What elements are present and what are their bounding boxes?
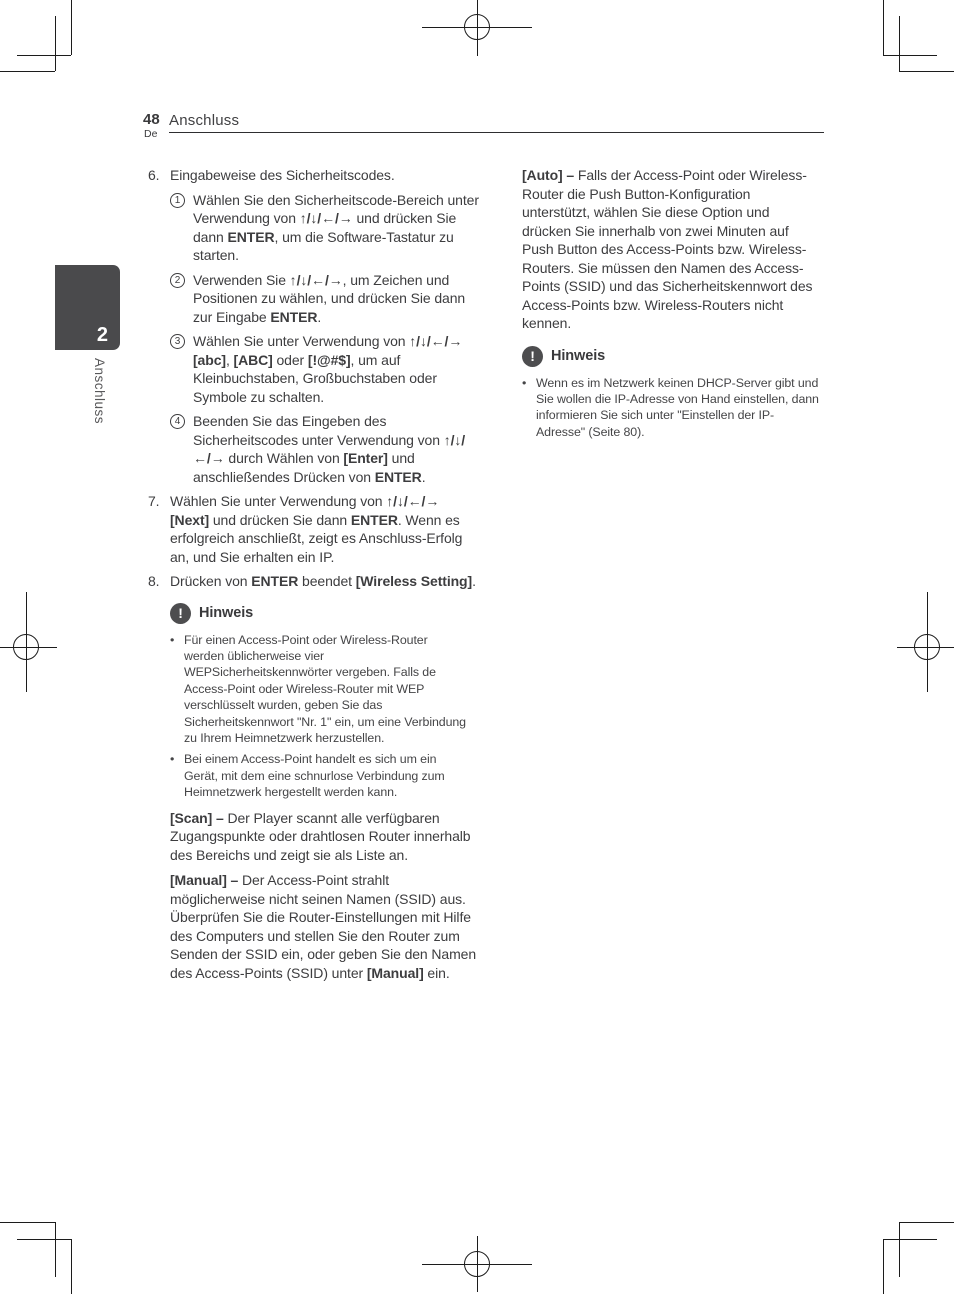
note-header [170,603,480,624]
circled-number-icon: 3 [170,334,185,349]
circled-number-icon: 1 [170,193,185,208]
bullet-text: Wenn es im Netzwerk keinen DHCP-Server gibt und Sie wollen die IP-Adresse von Hand einstellen, dann informieren Sie sich unter "Einstellen der IP-Adresse" (Seite 80). [536,375,819,439]
step-text: Eingabeweise des Sicherheitscodes. [170,167,395,183]
page-number: 48 [143,111,160,128]
substep-text: Verwenden Sie ↑/↓/←/→, um Zeichen und Positionen zu wählen, und drücken Sie dann zur Eingabe ENTER. [193,271,466,325]
note-header [522,346,818,367]
chapter-number: 2 [96,324,108,346]
step-text: Drücken von ENTER beendet [Wireless Setting]. [170,573,476,589]
bullet-glyph: • [170,752,175,767]
step-text: Wählen Sie unter Verwendung von ↑/↓/←/→ [Next] und drücken Sie dann ENTER. Wenn es erfolgreich anschließt, zeigt es Anschluss-Erfolg an, und Sie erhalten ein IP. [170,493,463,565]
step-number: 7. [148,493,160,509]
substep-text: Beenden Sie das Eingeben des Sicherheitscodes unter Verwendung von ↑/↓/←/→ durch Wählen von [Enter] und anschließendes Drücken von ENTER. [193,413,466,485]
auto-paragraph: [Auto] – Falls der Access-Point oder Wireless-Router die Push Button-Konfiguration unterstützt, wählen Sie diese Option und drücken Sie innerhalb von zwei Minuten auf Push Button des Access-Points bzw. Wireless-Routers. Sie müssen den Namen des Access-Points (SSID) und das Sicherheitskennwort des Access-Points bzw. Wireless-Routers nicht kennen. [522,167,813,331]
note-exclamation-icon: ! [522,346,543,367]
substep-2 [170,271,480,327]
bullet-text: Für einen Access-Point oder Wireless-Router werden üblicherweise vier WEPSicherheitskennwörter vergeben. Falls de Access-Point oder Wireless-Router mit WEP verschlüsselt wurden, geben Sie das Sicherheitskennwort "Nr. 1" ein, um eine Verbindung zu Ihrem Heimnetzwerk herzustellen. [184,632,466,745]
scan-paragraph: [Scan] – Der Player scannt alle verfügbaren Zugangspunkte oder drahtlosen Router innerhalb des Bereichs und zeigt sie als Liste an. [170,809,471,863]
step-number: 8. [148,573,160,589]
manual-paragraph: [Manual] – Der Access-Point strahlt möglicherweise nicht seinen Namen (SSID) aus. Überprüfen Sie die Router-Einstellungen mit Hilfe des Computers und stellen Sie den Router zum Senden der SSID ein, oder geben Sie den Namen des Access-Points (SSID) unter [Manual] ein. [170,872,477,981]
note-bullets [522,375,818,441]
chapter-label-vertical: Anschluss [92,358,107,425]
bullet-glyph: • [522,375,527,390]
right-column [522,166,818,445]
step-8 [148,572,480,591]
note-exclamation-icon: ! [170,603,191,624]
note-bullet [170,751,468,800]
substep-1 [170,191,480,265]
note-block [170,603,480,801]
page-language: De [144,128,158,140]
circled-number-icon: 2 [170,273,185,288]
note-bullet [170,632,468,747]
header-rule [169,132,824,133]
left-column [148,166,480,989]
bullet-glyph: • [170,632,175,647]
note-title: Hinweis [199,604,254,621]
circled-number-icon: 4 [170,414,185,429]
note-title: Hinweis [551,347,606,364]
note-block [522,346,818,441]
step-6 [148,166,480,185]
bullet-text: Bei einem Access-Point handelt es sich um ein Gerät, mit dem eine schnurlose Verbindung zum Heimnetzwerk hergestellt werden kann. [184,752,445,800]
step-7 [148,492,480,566]
note-bullet [522,375,820,441]
substep-text: Wählen Sie den Sicherheitscode-Bereich unter Verwendung von ↑/↓/←/→ und drücken Sie dann ENTER, um die Software-Tastatur zu starten. [193,191,479,263]
page-section-title: Anschluss [169,112,240,129]
substep-4 [170,412,480,486]
substep-3 [170,332,480,406]
note-bullets [170,632,480,801]
chapter-tab [55,265,120,350]
substep-text: Wählen Sie unter Verwendung von ↑/↓/←/→ [abc], [ABC] oder [!@#$], um auf Kleinbuchstaben, Großbuchstaben oder Symbole zu schalten. [193,333,463,405]
step-number: 6. [148,167,160,183]
